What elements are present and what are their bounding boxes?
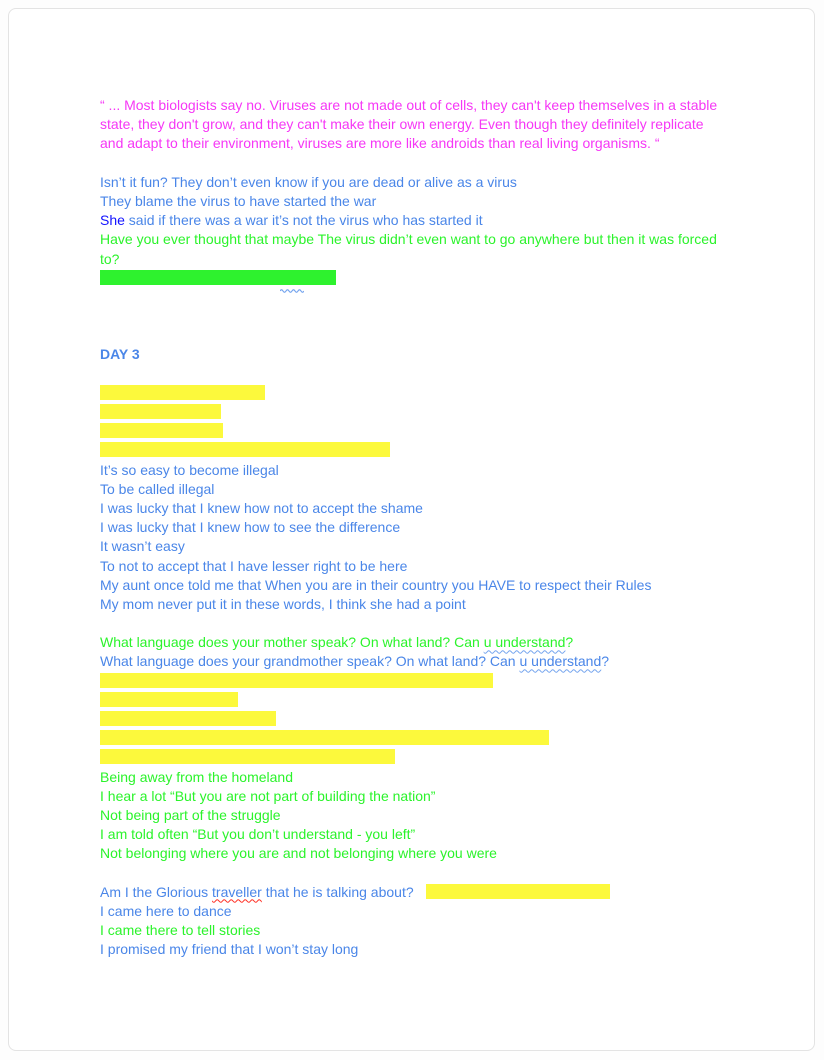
text-line	[100, 633, 794, 652]
text-segment: ?	[601, 653, 610, 670]
text-line	[100, 787, 794, 806]
text-line	[100, 729, 794, 748]
redacted-highlight	[100, 442, 390, 457]
redacted-highlight	[100, 423, 223, 438]
text-segment: I hear a lot “But you are not part of building the nation”	[100, 787, 436, 804]
text-line	[100, 710, 794, 729]
text-segment: that he is talking about?	[261, 883, 414, 900]
text-segment: I promised my friend that I won’t stay long	[100, 941, 359, 958]
text-segment: Am I the Glorious	[100, 883, 213, 900]
redacted-highlight	[100, 404, 221, 419]
text-segment: traveller	[212, 883, 262, 900]
text-segment: “ ... Most biologists say no. Viruses are not made out of cells, they can't keep themselves in a stable	[100, 97, 718, 113]
text-segment: u understand	[519, 653, 602, 670]
text-segment: said if there was a war it’s not the virus who has started it	[124, 212, 483, 229]
text-line	[100, 115, 794, 134]
text-line	[100, 691, 794, 710]
text-line	[100, 921, 794, 940]
text-line	[100, 250, 794, 269]
text-segment: u understand	[483, 634, 566, 651]
text-line	[100, 748, 794, 767]
redacted-highlight	[100, 385, 265, 400]
text-line	[100, 883, 794, 902]
text-line	[100, 403, 794, 422]
highlight-bar-yellow	[100, 442, 390, 462]
text-line	[100, 134, 794, 153]
text-line	[100, 345, 794, 364]
text-segment: My aunt once told me that When you are in their country you HAVE to respect their Rules	[100, 576, 652, 593]
redacted-highlight	[100, 730, 549, 745]
text-segment: Isn’t it fun? They don’t even know if you are dead or alive as a virus	[100, 173, 517, 190]
text-segment: Not being part of the struggle	[100, 806, 281, 823]
text-line	[100, 96, 794, 115]
text-line	[100, 902, 794, 921]
text-line	[100, 844, 794, 863]
highlight-bar-yellow	[100, 711, 276, 731]
redacted-highlight	[100, 270, 336, 285]
text-line	[100, 806, 794, 825]
text-segment: to?	[100, 250, 120, 267]
text-line	[100, 384, 794, 403]
text-segment: To be called illegal	[100, 480, 215, 497]
highlight-bar-yellow	[100, 730, 549, 750]
text-line	[100, 192, 794, 211]
text-line	[100, 461, 794, 480]
text-segment: state, they don't grow, and they can't make their own energy. Even though they definitely replicate	[100, 116, 704, 133]
text-line	[100, 499, 794, 518]
highlight-bar-yellow	[100, 404, 221, 424]
text-line	[100, 230, 794, 249]
text-line	[100, 173, 794, 192]
text-segment: I came there to tell stories	[100, 922, 261, 939]
text-line	[100, 211, 794, 230]
blank-line	[100, 614, 794, 633]
text-line	[100, 422, 794, 441]
redacted-highlight	[100, 711, 276, 726]
text-segment: Being away from the homeland	[100, 768, 293, 785]
redacted-highlight	[100, 692, 238, 707]
text-segment: What language does your grandmother speak? On what land? Can	[100, 653, 520, 670]
document-page[interactable]	[8, 8, 815, 1051]
highlight-bar-yellow	[100, 749, 395, 769]
highlight-bar-yellow	[100, 423, 223, 443]
text-segment: I was lucky that I knew how not to accept the shame	[100, 499, 423, 516]
blank-line	[100, 326, 794, 345]
section-heading: DAY 3	[100, 346, 140, 363]
text-segment: Have you ever thought that maybe The virus didn’t even want to go anywhere but then it was forced	[100, 231, 717, 248]
highlight-bar-yellow	[426, 884, 610, 904]
text-segment: She	[100, 212, 125, 229]
text-line	[100, 672, 794, 691]
redacted-highlight	[100, 673, 493, 688]
highlight-bar-yellow	[100, 692, 238, 712]
text-line	[100, 480, 794, 499]
text-segment: It wasn’t easy	[100, 538, 185, 555]
text-segment: I came here to dance	[100, 902, 232, 919]
blank-line	[100, 864, 794, 883]
text-line	[100, 940, 794, 959]
text-line	[100, 576, 794, 595]
text-segment: ?	[565, 634, 574, 651]
text-segment: What language does your mother speak? On what land? Can	[100, 634, 484, 651]
blank-line	[100, 154, 794, 173]
text-line	[100, 557, 794, 576]
text-line	[100, 825, 794, 844]
text-segment: Not belonging where you are and not belonging where you were	[100, 845, 497, 862]
blank-line	[100, 288, 794, 307]
text-line	[100, 652, 794, 671]
highlight-bar-green	[100, 270, 336, 290]
text-line	[100, 595, 794, 614]
text-segment: and adapt to their environment, viruses are more like androids than real living organisms. “	[100, 135, 660, 152]
text-segment: They blame the virus to have started the war	[100, 192, 377, 209]
blank-line	[100, 365, 794, 384]
text-line	[100, 441, 794, 460]
text-segment: I am told often “But you don’t understand - you left”	[100, 826, 416, 843]
text-segment: To not to accept that I have lesser right to be here	[100, 557, 408, 574]
highlight-bar-yellow	[100, 385, 265, 405]
text-segment: I was lucky that I knew how to see the difference	[100, 519, 401, 536]
blank-line	[100, 307, 794, 326]
highlight-bar-yellow	[100, 673, 493, 693]
text-line	[100, 768, 794, 787]
text-line	[100, 518, 794, 537]
redacted-highlight	[426, 884, 610, 899]
text-line	[100, 537, 794, 556]
text-segment: My mom never put it in these words, I think she had a point	[100, 595, 466, 612]
redacted-highlight	[100, 749, 395, 764]
text-line	[100, 269, 794, 288]
text-segment: It’s so easy to become illegal	[100, 461, 279, 478]
